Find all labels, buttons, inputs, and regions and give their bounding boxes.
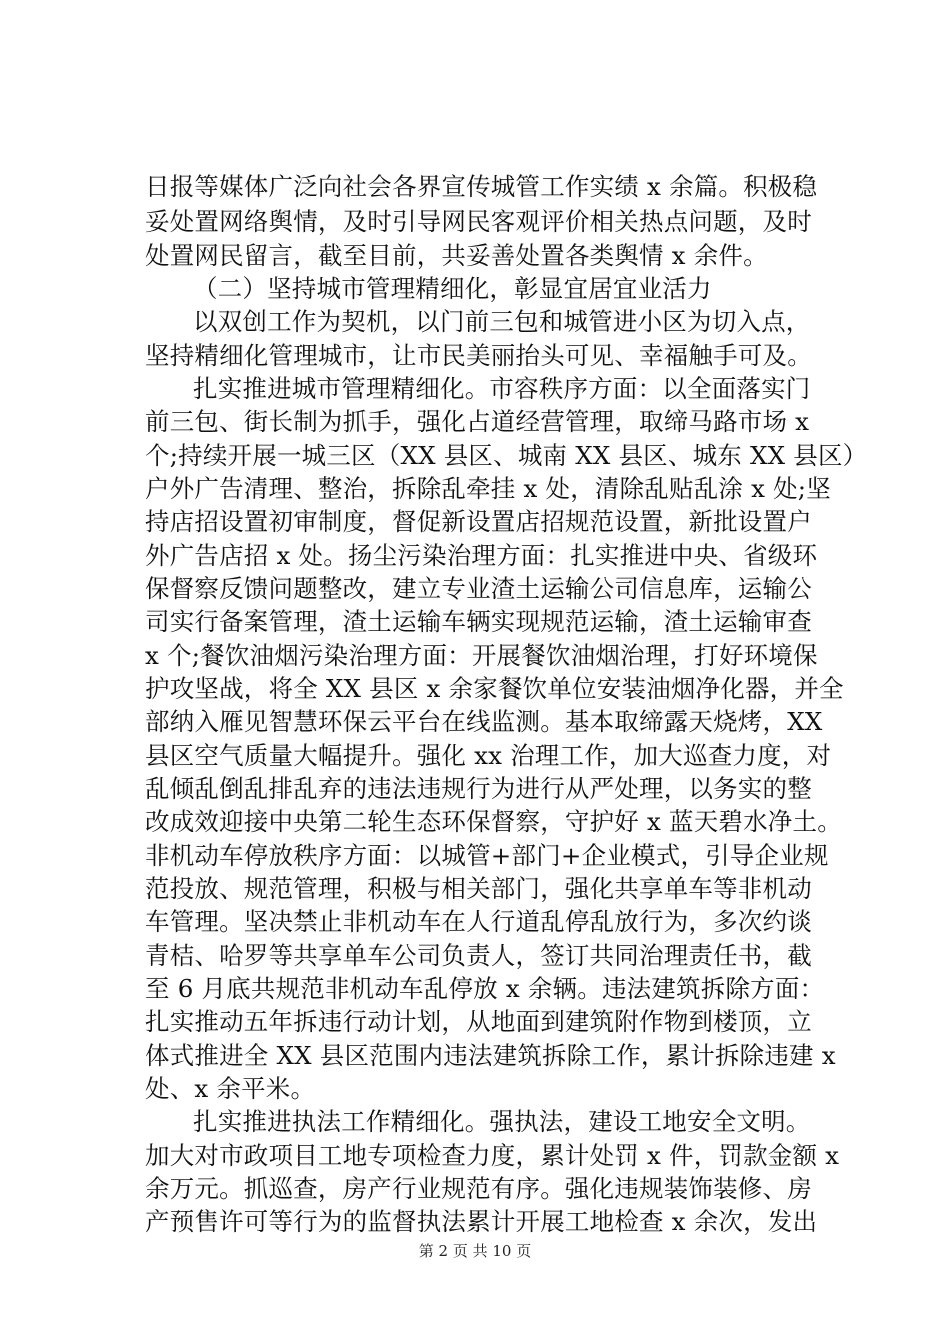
text-line: 坚持精细化管理城市，让市民美丽抬头可见、幸福触手可及。	[145, 341, 812, 370]
text-line: 加大对市政项目工地专项检查力度，累计处罚 x 件，罚款金额 x	[145, 1141, 840, 1170]
text-line: 户外广告清理、整治，拆除乱牵挂 x 处，清除乱贴乱涂 x 处;坚	[145, 474, 831, 503]
text-line: 余万元。抓巡查，房产行业规范有序。强化违规装饰装修、房	[145, 1174, 812, 1203]
text-line: 车管理。坚决禁止非机动车在人行道乱停乱放行为，多次约谈	[145, 907, 812, 936]
text-line: 产预售许可等行为的监督执法累计开展工地检查 x 余次，发出	[145, 1207, 818, 1236]
text-line: 改成效迎接中央第二轮生态环保督察，守护好 x 蓝天碧水净土。	[145, 807, 842, 836]
text-line: 体式推进全 XX 县区范围内违法建筑拆除工作，累计拆除违建 x	[145, 1041, 836, 1070]
text-line: 扎实推动五年拆违行动计划，从地面到建筑附作物到楼顶，立	[145, 1007, 812, 1036]
text-line: 部纳入雁见智慧环保云平台在线监测。基本取缔露天烧烤，XX	[145, 707, 823, 736]
text-line: 司实行备案管理，渣土运输车辆实现规范运输，渣土运输审查	[145, 607, 812, 636]
text-line: 县区空气质量大幅提升。强化 xx 治理工作，加大巡查力度，对	[145, 741, 832, 770]
text-line: 妥处置网络舆情，及时引导网民客观评价相关热点问题，及时	[145, 207, 812, 236]
text-line: 非机动车停放秩序方面：以城管+部门+企业模式，引导企业规	[145, 841, 829, 870]
text-line: 处置网民留言，截至目前，共妥善处置各类舆情 x 余件。	[145, 241, 768, 270]
text-line: x 个;餐饮油烟污染治理方面：开展餐饮油烟治理，打好环境保	[145, 641, 818, 670]
text-line: 青桔、哈罗等共享单车公司负责人，签订共同治理责任书，截	[145, 941, 812, 970]
text-line: 护攻坚战，将全 XX 县区 x 余家餐饮单位安装油烟净化器，并全	[145, 674, 844, 703]
text-line: 处、x 余平米。	[145, 1074, 316, 1103]
text-line: 扎实推进执法工作精细化。强执法，建设工地安全文明。	[193, 1107, 811, 1136]
text-line: 范投放、规范管理，积极与相关部门，强化共享单车等非机动	[145, 874, 812, 903]
text-line: 乱倾乱倒乱排乱弃的违法违规行为进行从严处理，以务实的整	[145, 774, 812, 803]
section-heading: （二）坚持城市管理精细化，彰显宜居宜业活力	[193, 274, 712, 303]
page-number-footer: 第 2 页 共 10 页	[418, 1242, 532, 1260]
text-line: 持店招设置初审制度，督促新设置店招规范设置，新批设置户	[145, 507, 812, 536]
text-line: 个;持续开展一城三区（XX 县区、城南 XX 县区、城东 XX 县区）	[145, 441, 868, 470]
text-line: 外广告店招 x 处。扬尘污染治理方面：扎实推进中央、省级环	[145, 541, 818, 570]
text-line: 保督察反馈问题整改，建立专业渣土运输公司信息库，运输公	[145, 574, 812, 603]
text-line: 以双创工作为契机，以门前三包和城管进小区为切入点，	[193, 307, 811, 336]
text-line: 至 6 月底共规范非机动车乱停放 x 余辆。违法建筑拆除方面：	[145, 974, 825, 1003]
text-line: 日报等媒体广泛向社会各界宣传城管工作实绩 x 余篇。积极稳	[145, 172, 818, 201]
text-line: 前三包、街长制为抓手，强化占道经营管理，取缔马路市场 x	[145, 407, 810, 436]
text-line: 扎实推进城市管理精细化。市容秩序方面：以全面落实门	[193, 374, 811, 403]
